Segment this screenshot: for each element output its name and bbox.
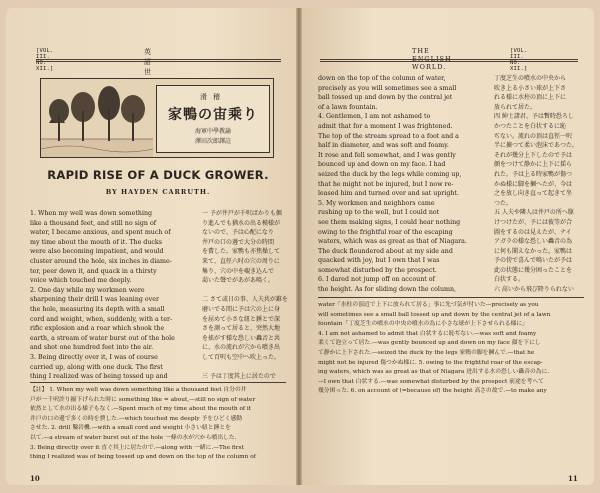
story-title: RAPID RISE OF A DUCK GROWER. xyxy=(47,168,269,182)
english-text-line: precisely as you will sometimes see a small xyxy=(318,84,457,92)
english-text-line: 1. When my well was down something xyxy=(30,210,153,217)
japanese-text-line: して百呎も空中へ吹上った。 xyxy=(202,353,281,361)
japanese-text-line: を費した。家鴨も亦焦燥して xyxy=(202,248,281,256)
notes-rule-right xyxy=(318,297,584,298)
japanese-text-line: 圖をするのは見えたが、ナイ xyxy=(494,228,572,236)
banner-title-box xyxy=(156,85,270,153)
note-line: 戸が一千呎許り掘下げられた時に something like = about,—still no sign of water xyxy=(30,396,256,403)
magazine-title-en: THE ENGLISH WORLD. xyxy=(412,47,452,71)
banner-translator: 澤田次郎譯註 xyxy=(194,138,231,145)
left-page xyxy=(6,8,296,485)
english-text-line: of a lawn fountain. xyxy=(318,103,378,111)
right-english-column xyxy=(318,74,486,295)
left-japanese-column xyxy=(202,209,288,382)
english-text-line: and shot one hundred feet into the air. xyxy=(30,344,154,352)
story-banner xyxy=(40,78,274,158)
japanese-text-line: 放られて居た。 xyxy=(494,103,537,111)
header-rule xyxy=(36,59,281,60)
english-text-line: somewhat disturbed by the prospect. xyxy=(318,266,437,274)
english-text-line: ter, peer down it, and quack in a thirsty xyxy=(30,267,157,275)
japanese-text-line: に何も聞えなかった。家鴨は xyxy=(494,247,573,255)
english-text-line: cord and weight, when, suddenly, with a ter- xyxy=(30,315,173,323)
japanese-text-line: 二 さて或日の事、人夫共が錐を xyxy=(202,296,288,304)
english-text-line: 3. Being directly over it, I was of course xyxy=(30,353,158,361)
japanese-text-line: けつけたが、予には彼等が合 xyxy=(494,218,573,226)
english-text-line: the height. As for sliding down the column, xyxy=(318,286,457,294)
japanese-text-line xyxy=(202,286,288,296)
right-notes xyxy=(318,301,588,397)
english-text-line: half in diameter, and was soft and foamy. xyxy=(318,142,449,150)
volume-number-right: [VOL. III. NO. XII.] xyxy=(510,48,528,72)
japanese-text-line: かぬ様に脚を摑へたが、今は xyxy=(494,180,573,188)
japanese-text-line: 半に擴つて柔い泡沫であつた。 xyxy=(494,142,579,150)
japanese-text-line: り進んでも猶水の出る模様が xyxy=(202,219,281,227)
japanese-text-line: ぢない。流れの頂は直徑一呎 xyxy=(494,132,573,140)
page-number-left: 10 xyxy=(30,474,40,483)
header-rule-right xyxy=(320,59,578,60)
right-japanese-column xyxy=(494,74,586,295)
japanese-text-line: れる様に水柱の頂に上下に xyxy=(494,94,567,102)
english-text-line: owing to the frightful roar of the escaping xyxy=(318,228,453,236)
english-text-line: sharpening their drill I was leaning over xyxy=(30,296,159,304)
english-text-line: voice which touched me deeply. xyxy=(30,277,132,285)
japanese-text-line: 此の状態に幾分困ったことを xyxy=(494,266,573,274)
note-line: 依然として水の出る様子もなく.—Spent much of my time about the mouth of it xyxy=(30,406,252,413)
japanese-text-line: 予の傍で喜んで鳴いたが予は xyxy=(494,257,573,265)
volume-number: [VOL. III. NO. XII.] xyxy=(36,48,54,72)
english-text-line: 4. Gentlemen, I am not ashamed to xyxy=(318,113,431,121)
english-text-line: water, I became anxious, and spent much of xyxy=(30,229,171,237)
english-text-line: carried up, along with one duck. The first xyxy=(30,363,163,371)
english-text-line: 6. I dared not jump off on account of xyxy=(318,276,435,284)
japanese-text-line: つた。 xyxy=(494,199,513,207)
header-rule-thin xyxy=(36,61,281,62)
japanese-text-line: 集り、穴の中を覗き込んで xyxy=(202,267,275,275)
note-line: させた. 2. drill 鑿岩機.—with a small cord and weight 小さい紐と錘とを xyxy=(30,425,231,432)
english-text-line: see them making signs, I could hear nothing xyxy=(318,218,461,226)
english-text-line: earth, a stream of water burst out of the hole xyxy=(30,334,175,342)
note-line: 4. I am not ashamed to admit that 白状するに恥ぢない.—was soft and foamy xyxy=(318,330,537,337)
note-line: ing waters, which was as great as that of Niagara 迸出する水の恐しい轟音の為に. xyxy=(318,369,550,376)
japanese-text-line: 磨いでる間に予は穴の上に身 xyxy=(202,305,281,313)
english-text-line: admit that for a moment I was frightened. xyxy=(318,122,453,130)
note-line: 以て.—a stream of water burst out of the hole 一條の水が穴から噴出した. xyxy=(30,434,237,441)
japanese-text-line: を屈めて小さな紐と錘とで深 xyxy=(202,315,281,323)
note-line: 3. Being directly over it 直ぐ其上に居たので.—along with 一緒に.—The first xyxy=(30,444,244,451)
note-line: will sometimes see a small ball tossed up and down by the central jet of a lawn xyxy=(318,311,551,318)
english-text-line: waters, which was as great as that of Niagara. xyxy=(318,238,467,246)
right-page xyxy=(302,8,594,485)
japanese-text-line: 五 人夫や隣人は井戸の所へ駆 xyxy=(494,209,574,217)
note-line: might not be injured 傷つかぬ様に. 5. owing to the frightful roar of the escap- xyxy=(318,359,543,366)
english-text-line: quacked with joy, but I own that I was xyxy=(318,257,440,265)
japanese-text-line: に、水の流れが穴から噴き出 xyxy=(202,344,281,352)
english-text-line: my time about the mouth of it. The ducks xyxy=(30,238,162,246)
english-text-line: The top of the stream spread to a foot and a xyxy=(318,132,459,140)
english-text-line: 2. One day while my workmen were xyxy=(30,286,145,294)
japanese-text-line: さを測って居ると、突然大地 xyxy=(202,325,281,333)
banner-title: 家鴨の宙乘り xyxy=(168,107,258,123)
japanese-text-line: 丁度芝生の噴水の中央から xyxy=(494,75,567,82)
banner-genre: 滑稽 xyxy=(200,93,226,101)
english-text-line: leased him and turned over and sat upright. xyxy=(318,190,459,198)
japanese-text-line: アガラの様な恐しい轟音の為 xyxy=(494,238,572,246)
english-text-line: that he might not be injured, but I now re- xyxy=(318,180,454,188)
japanese-text-line: それが幾分上下したので予は xyxy=(494,151,573,159)
magazine-title-jp: 英 語 世 xyxy=(144,48,152,76)
notes-rule xyxy=(30,382,286,383)
japanese-text-line: 一 予が井戸が千呎ばかりも掘 xyxy=(202,210,282,217)
english-text-line: bounced up and down on my face. I had xyxy=(318,161,446,169)
english-text-line: the hole, measuring its depth with a small xyxy=(30,305,165,313)
note-line: 幾分困った. 6. on account of (=because of) the height 高さの故で.—to make any xyxy=(318,388,547,395)
english-text-line: down on the top of the column of water, xyxy=(318,75,446,82)
english-text-line: It rose and fell somewhat, and I was gently xyxy=(318,151,456,159)
japanese-text-line: 四 紳士諸君、予は暫時恐ろし xyxy=(494,113,574,121)
japanese-text-line: かつたことを白状するに恥 xyxy=(494,122,567,130)
note-line: 井戸の口の邊で多くの時を費した.—which touched me deeply 予をひどく感動 xyxy=(30,415,243,422)
left-notes xyxy=(30,386,290,463)
english-text-line: rific explosion and a roar which shook the xyxy=(30,325,165,333)
english-text-line: 5. My workmen and neighbors came xyxy=(318,199,435,207)
japanese-text-line: 井戸の口の邊で大分の時間 xyxy=(202,238,275,246)
english-text-line: seized the duck by the legs while coming up, xyxy=(318,170,462,178)
note-line: —I own that 白状する.—was somewhat disturbed by the prospect 前途を考へて xyxy=(318,378,544,385)
japanese-text-line: ないので、予は心配になり xyxy=(202,229,274,237)
english-text-line: rushing up to the well, but I could not xyxy=(318,209,440,217)
english-text-line: were also becoming impatient, and would xyxy=(30,248,164,256)
japanese-text-line: 吹き上る小さい球が上下さ xyxy=(494,84,567,92)
note-line: thing I realized was of being tossed up and down on the top of the column of xyxy=(30,454,256,461)
japanese-text-line: 来て、直徑六吋の穴の周りに xyxy=(202,257,280,265)
japanese-text-line: を搖がす様な恐しい轟音と共 xyxy=(202,334,281,342)
note-line: water「水柱の頂辺で上下に放られて居る」事に先づ気が付いた—precisely as you xyxy=(318,302,539,308)
japanese-text-line: れた。予は上る時家鴨が傷つ xyxy=(494,170,573,178)
english-text-line: ball tossed up and down by the central jet xyxy=(318,94,453,102)
japanese-text-line: 之を放し向き直って起きて坐 xyxy=(494,190,573,198)
note-line: て静かに上下された.—seized the duck by the legs 家鴨の脚を摑んで.—that he xyxy=(318,349,535,356)
english-text-line: like a thousand feet, and still no sign of xyxy=(30,219,157,227)
note-line: 【註】 1. When my well was down something like a thousand feet 自分の井 xyxy=(30,387,247,393)
page-number-right: 11 xyxy=(568,474,578,483)
english-text-line: thing I realized was of being tossed up and xyxy=(30,373,168,381)
banner-translator-role: 海軍中學教諭 xyxy=(194,128,231,135)
japanese-text-line xyxy=(202,363,288,373)
note-line: 柔くて泡立って居た.—was gently bounced up and down on my face 顔を下にし xyxy=(318,340,541,347)
left-english-column xyxy=(30,209,196,382)
japanese-text-line: 渇いた聲でがあがあ鳴く。 xyxy=(202,277,274,285)
japanese-text-line: 三 予は丁度其上に居たので xyxy=(202,373,276,381)
japanese-text-line: 白状する。 xyxy=(494,276,525,284)
story-author: BY HAYDEN CARRUTH. xyxy=(105,188,211,196)
english-text-line: cluster around the hole, six inches in diame- xyxy=(30,257,172,265)
japanese-text-line: 顔をつけて静かに上下に揺ら xyxy=(494,161,573,169)
english-text-line: The duck floundered about at my side and xyxy=(318,247,453,255)
japanese-text-line: 六 高いから飛び降りられない xyxy=(494,286,574,294)
note-line: fountain「丁度芝生の噴水の中央の噴水の為に小さな球が上下させられる様に」 xyxy=(318,321,528,328)
header-rule-thin-right xyxy=(320,61,578,62)
